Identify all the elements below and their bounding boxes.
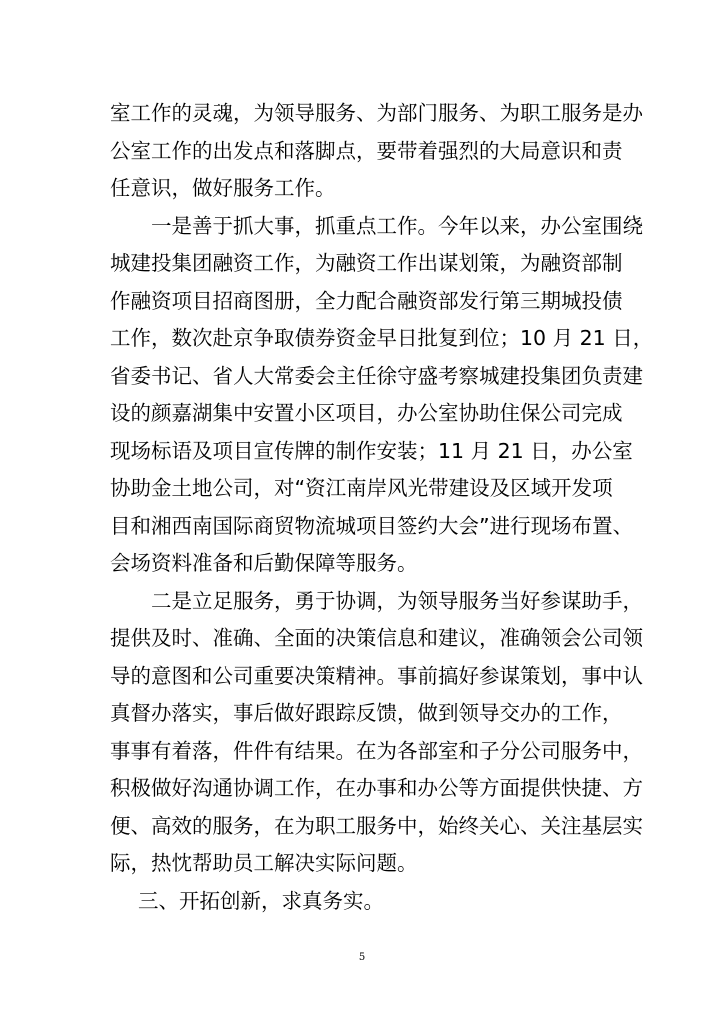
body-text: [110, 95, 654, 920]
page-number: 5: [358, 952, 366, 963]
text-line: 导的意图和公司重要决策精神。事前搞好参谋策划，事中认: [110, 663, 643, 688]
section-heading: 三、开拓创新，求真务实。: [138, 888, 384, 913]
text-line: 便、高效的服务，在为职工服务中，始终关心、关注基层实: [110, 813, 643, 838]
text-line: 任意识，做好服务工作。: [110, 176, 336, 200]
text-line: 工作，数次赴京争取债券资金早日批复到位；10 月 21 日，: [110, 326, 654, 350]
text-line: 室工作的灵魂，为领导服务、为部门服务、为职工服务是办: [110, 101, 643, 125]
text-line: 设的颜嘉湖集中安置小区项目，办公室协助住保公司完成: [110, 401, 623, 425]
paragraph-start-line: 一是善于抓大事，抓重点工作。今年以来，办公室围绕: [151, 213, 643, 238]
text-line: 作融资项目招商图册，全力配合融资部发行第三期城投债: [110, 288, 623, 313]
text-line: 协助金土地公司，对“资江南岸风光带建设及区域开发项: [110, 476, 613, 500]
text-line: 会场资料准备和后勤保障等服务。: [110, 551, 418, 575]
text-line: 事事有着落，件件有结果。在为各部室和子分公司服务中，: [110, 738, 643, 763]
paragraph-start-line: 二是立足服务，勇于协调，为领导服务当好参谋助手，: [151, 588, 643, 613]
text-line: 省委书记、省人大常委会主任徐守盛考察城建投集团负责建: [110, 363, 643, 388]
text-line: 积极做好沟通协调工作，在办事和办公等方面提供快捷、方: [110, 776, 643, 800]
text-line: 提供及时、准确、全面的决策信息和建议，准确领会公司领: [110, 626, 643, 650]
text-line: 际，热忱帮助员工解决实际问题。: [110, 851, 418, 875]
text-line: 真督办落实，事后做好跟踪反馈，做到领导交办的工作，: [110, 701, 623, 725]
text-line: 城建投集团融资工作，为融资工作出谋划策，为融资部制: [110, 251, 623, 275]
text-line: 目和湘西南国际商贸物流城项目签约大会”进行现场布置、: [110, 513, 634, 538]
text-line: 现场标语及项目宣传牌的制作安装；11 月 21 日，办公室: [110, 438, 633, 463]
text-line: 公室工作的出发点和落脚点，要带着强烈的大局意识和责: [110, 138, 623, 163]
